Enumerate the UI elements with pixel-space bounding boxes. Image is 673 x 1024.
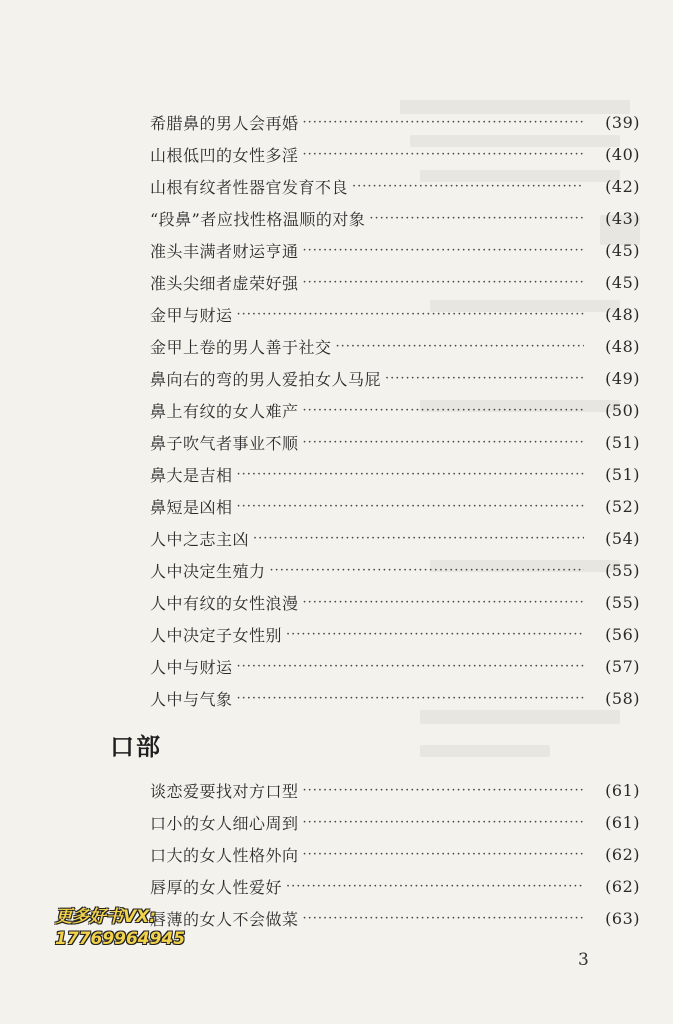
toc-entry [150,110,640,134]
toc-leader-dots [237,691,584,706]
toc-leader-dots [286,627,584,642]
toc-entry-title: 准头丰满者财运亨通 [150,241,299,261]
toc-entry-page: (40) [605,144,640,164]
toc-entry-page: (54) [605,528,640,548]
toc-entry-title: 山根低凹的女性多淫 [150,145,299,165]
toc-entry-title: 唇厚的女人性爱好 [150,877,283,897]
toc-entry-title: 谈恋爱要找对方口型 [150,781,299,801]
toc-entry-page: (48) [605,304,640,324]
toc-leader-dots [336,339,584,354]
toc-entry [150,622,640,646]
toc-entry [150,398,640,422]
toc-leader-dots [303,275,584,290]
toc-entry [150,206,640,230]
toc-leader-dots [303,911,584,926]
toc-entry-page: (51) [605,464,640,484]
toc-entry-page: (56) [605,624,640,644]
toc-entry [150,906,640,930]
section-heading: 口部 [110,732,162,761]
toc-entry [150,270,640,294]
toc-entry-title: 人中与财运 [150,657,233,677]
toc-entry-title: 鼻子吹气者事业不顺 [150,433,299,453]
toc-leader-dots [352,179,584,194]
toc-entry [150,778,640,802]
bleed-through-shadow [420,710,620,724]
toc-leader-dots [303,147,584,162]
toc-leader-dots [286,879,584,894]
toc-entry-page: (62) [605,844,640,864]
toc-entry-page: (52) [605,496,640,516]
toc-leader-dots [303,243,584,258]
toc-leader-dots [270,563,584,578]
toc-leader-dots [303,783,584,798]
toc-entry-title: 鼻短是凶相 [150,497,233,517]
toc-entry-page: (50) [605,400,640,420]
watermark-line: 更多好书VX: [55,907,157,927]
toc-leader-dots [303,815,584,830]
toc-entry [150,810,640,834]
toc-entry [150,142,640,166]
toc-leader-dots [253,531,584,546]
toc-entry [150,366,640,390]
toc-entry [150,558,640,582]
toc-leader-dots [369,211,584,226]
toc-entry-page: (61) [605,812,640,832]
toc-entry-title: 鼻上有纹的女人难产 [150,401,299,421]
toc-entry [150,686,640,710]
toc-entry-page: (45) [605,272,640,292]
toc-entry-title: 鼻向右的弯的男人爱拍女人马屁 [150,369,382,389]
toc-entry-page: (63) [605,908,640,928]
toc-entry-page: (45) [605,240,640,260]
toc-entry [150,430,640,454]
toc-leader-dots [385,371,584,386]
toc-entry [150,302,640,326]
toc-leader-dots [303,847,584,862]
toc-entry-page: (58) [605,688,640,708]
toc-entry-title: 唇薄的女人不会做菜 [150,909,299,929]
toc-entry-title: 人中与气象 [150,689,233,709]
toc-entry-page: (57) [605,656,640,676]
toc-entry [150,334,640,358]
watermark-line: 17769964945 [55,929,186,949]
page-number: 3 [578,950,589,970]
toc-entry [150,462,640,486]
toc-entry-page: (55) [605,560,640,580]
toc-entry [150,238,640,262]
toc-entry [150,842,640,866]
toc-entry-title: 金甲与财运 [150,305,233,325]
toc-entry-title: 人中之志主凶 [150,529,250,549]
toc-entry [150,494,640,518]
toc-entry [150,654,640,678]
toc-entry-title: 人中决定子女性别 [150,625,283,645]
toc-entry-title: 准头尖细者虚荣好强 [150,273,299,293]
toc-entry [150,526,640,550]
toc-leader-dots [237,307,584,322]
toc-entry-page: (62) [605,876,640,896]
toc-entry-title: 希腊鼻的男人会再婚 [150,113,299,133]
toc-leader-dots [303,403,584,418]
toc-leader-dots [237,499,584,514]
toc-entry-title: 山根有纹者性器官发育不良 [150,177,349,197]
toc-entry-page: (61) [605,780,640,800]
bleed-through-shadow [420,745,550,757]
toc-leader-dots [237,659,584,674]
toc-entry-title: 人中有纹的女性浪漫 [150,593,299,613]
toc-entry [150,874,640,898]
toc-entry-title: “段鼻”者应找性格温顺的对象 [150,209,366,229]
watermark-overlay [55,906,185,950]
toc-leader-dots [237,467,584,482]
toc-entry [150,174,640,198]
toc-entry-title: 口大的女人性格外向 [150,845,299,865]
toc-entry-title: 金甲上卷的男人善于社交 [150,337,332,357]
toc-entry-page: (43) [605,208,640,228]
toc-entry [150,590,640,614]
toc-entry-title: 人中决定生殖力 [150,561,266,581]
toc-entry-page: (42) [605,176,640,196]
toc-entry-page: (39) [605,112,640,132]
toc-entry-page: (49) [605,368,640,388]
toc-leader-dots [303,595,584,610]
toc-entry-title: 鼻大是吉相 [150,465,233,485]
toc-leader-dots [303,435,584,450]
toc-entry-page: (51) [605,432,640,452]
toc-entry-title: 口小的女人细心周到 [150,813,299,833]
toc-entry-page: (48) [605,336,640,356]
toc-leader-dots [303,115,584,130]
toc-entry-page: (55) [605,592,640,612]
